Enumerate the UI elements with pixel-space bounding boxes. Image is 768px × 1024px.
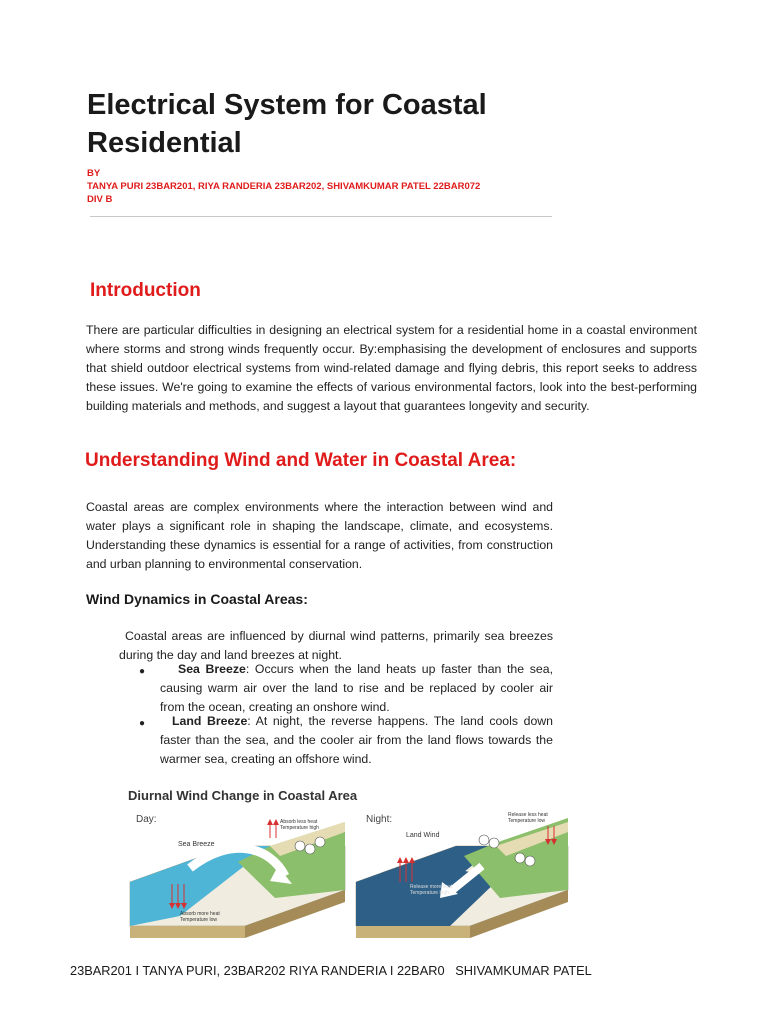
day-sea-note-1: Absorb more heat: [180, 911, 220, 917]
coastal-paragraph: Coastal areas are complex environments where the interaction between wind and water plays a significant role in shaping the landscape, climate, and ecosystems. Understanding these dynamics is essential for a range of activities, from construction and urban planning to environmental conservation.: [86, 500, 553, 571]
night-land-note-2: Temperature low: [508, 818, 545, 824]
author-block: [87, 167, 480, 206]
by-label: BY: [87, 168, 101, 179]
introduction-paragraph: There are particular difficulties in designing an electrical system for a residential home in a coastal environment where storms and strong winds frequently occur. By:emphasising the development of enclosures and supports that shield outdoor electrical systems from wind-related damage and flying debris, this report seeks to address these issues. We're going to examine the effects of various environmental factors, look into the best-performing building materials and methods, and suggest a layout that guarantees longevity and security.: [86, 323, 697, 413]
coastal-heading: Understanding Wind and Water in Coastal Area:: [85, 450, 517, 471]
tree-icon: [489, 838, 499, 848]
day-sea-note-2: Temperature low: [180, 917, 217, 923]
division-label: DIV B: [87, 194, 113, 205]
night-sea-note-2: Temperature high: [410, 890, 449, 896]
day-block-front: [130, 926, 245, 938]
document-title: Electrical System for Coastal Residential: [87, 89, 487, 159]
night-block-front: [356, 926, 470, 938]
page-footer: 23BAR201 I TANYA PURI, 23BAR202 RIYA RANDERIA I 22BAR0 SHIVAMKUMAR PATEL: [70, 963, 592, 978]
tree-icon: [479, 835, 489, 845]
sea-breeze-label: Sea Breeze: [178, 841, 215, 848]
night-land-note-1: Release less heat: [508, 812, 548, 818]
day-label: Day:: [136, 814, 157, 825]
wind-intro-text: Coastal areas are influenced by diurnal wind patterns, primarily sea breezes during the day and land breezes at night.: [119, 629, 553, 662]
sea-breeze-text: : Occurs when the land heats up faster than the sea, causing warm air over the land to rise and be replaced by cooler air from the ocean, creating an onshore wind.: [160, 662, 553, 714]
horizontal-rule: [90, 216, 552, 217]
authors-line: TANYA PURI 23BAR201, RIYA RANDERIA 23BAR202, SHIVAMKUMAR PATEL 22BAR072: [87, 181, 481, 192]
night-label: Night:: [366, 814, 393, 825]
tree-icon: [295, 841, 305, 851]
bullet-dot: ●: [139, 666, 146, 677]
land-breeze-term: Land Breeze: [172, 714, 248, 728]
list-item-land-breeze: [160, 712, 553, 769]
figure-title: Diurnal Wind Change in Coastal Area: [128, 788, 358, 803]
bullet-dot: ●: [139, 718, 146, 729]
tree-icon: [515, 853, 525, 863]
list-item-sea-breeze: [160, 660, 553, 717]
introduction-heading: Introduction: [90, 280, 201, 301]
sea-breeze-term: Sea Breeze: [178, 662, 246, 676]
diurnal-wind-figure: [120, 786, 570, 946]
wind-dynamics-heading: Wind Dynamics in Coastal Areas:: [86, 591, 308, 607]
land-wind-label: Land Wind: [406, 832, 440, 839]
day-land-note-1: Absorb less heat: [280, 819, 318, 825]
day-land-note-2: Temperature high: [280, 825, 319, 831]
day-panel: [130, 814, 345, 938]
tree-icon: [305, 844, 315, 854]
land-breeze-text: : At night, the reverse happens. The land cools down faster than the sea, and the cooler air from the land flows towards the warmer sea, creating an offshore wind.: [160, 714, 554, 766]
tree-icon: [315, 837, 325, 847]
night-panel: [356, 812, 568, 938]
tree-icon: [525, 856, 535, 866]
night-sea-note-1: Release more heat: [410, 884, 453, 890]
